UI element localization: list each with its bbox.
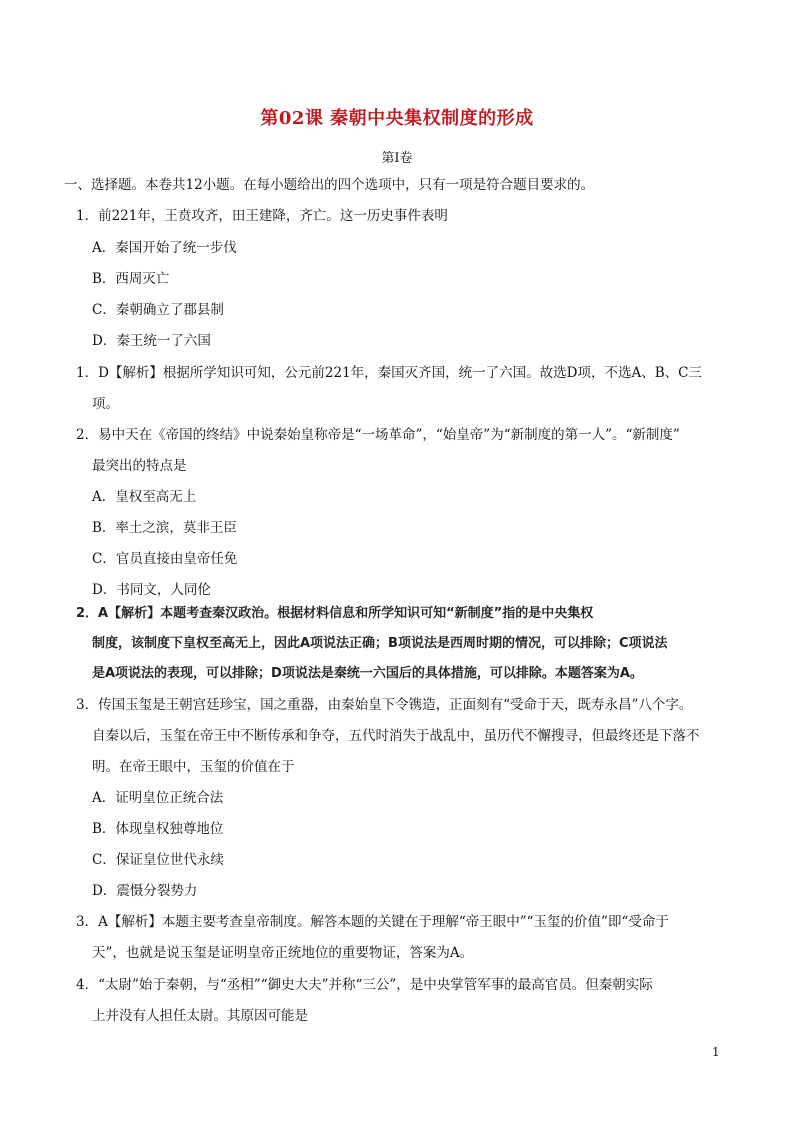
answer-2-explanation: 2．A【解析】本题考查秦汉政治。根据材料信息和所学知识可知“新制度”指的是中央集权 [76,606,594,621]
instructions: 一、选择题。本卷共12小题。在每小题给出的四个选项中，只有一项是符合题目要求的。 [64,177,595,193]
question-2-option-c: C．官员直接由皇帝任免 [92,551,238,567]
question-4-stem-cont: 上并没有人担任太尉。其原因可能是 [92,1008,308,1024]
question-1-option-d: D．秦王统一了六国 [92,333,211,349]
answer-2-explanation-cont-1: 制度，该制度下皇权至高无上，因此A项说法正确；B项说法是西周时期的情况，可以排除；C项说法 [92,636,668,651]
question-1-option-c: C．秦朝确立了郡县制 [92,302,224,318]
question-3-stem-cont-1: 自秦以后，玉玺在帝王中不断传承和争夺，五代时消失于战乱中，虽历代不懈搜寻，但最终还是下落不 [92,728,700,744]
question-1-option-a: A．秦国开始了统一步伐 [92,240,237,256]
question-2-option-d: D．书同文，人同伦 [92,582,211,598]
question-2-option-a: A．皇权至高无上 [92,489,197,505]
question-2-stem-cont: 最突出的特点是 [92,458,187,474]
question-2-option-b: B．率土之滨，莫非王臣 [92,520,237,536]
question-2-stem: 2．易中天在《帝国的终结》中说秦始皇称帝是“一场革命”，“始皇帝”为“新制度的第一人”。“新制度” [76,427,680,443]
answer-1-explanation-cont: 项。 [92,396,119,412]
page-number: 1 [712,1045,720,1059]
answer-2-explanation-cont-2: 是A项说法的表现，可以排除；D项说法是秦统一六国后的具体措施，可以排除。本题答案为A。 [92,666,643,681]
question-3-stem-cont-2: 明。在帝王眼中，玉玺的价值在于 [92,759,295,775]
question-1-option-b: B．西周灭亡 [92,271,170,287]
question-4-stem: 4．“太尉”始于秦朝，与“丞相”“御史大夫”并称“三公”，是中央掌管军事的最高官员。但秦朝实际 [76,977,653,993]
question-3-stem: 3．传国玉玺是王朝宫廷珍宝，国之重器，由秦始皇下令镌造，正面刻有“受命于天，既寿永昌”八个字。 [76,697,693,713]
question-3-option-d: D．震慑分裂势力 [92,883,198,899]
question-1-stem: 1．前221年，王贲攻齐，田王建降，齐亡。这一历史事件表明 [76,208,448,224]
lesson-title: 第02课 秦朝中央集权制度的形成 [260,108,534,129]
question-3-option-c: C．保证皇位世代永续 [92,852,224,868]
question-3-option-b: B．体现皇权独尊地位 [92,821,224,837]
answer-3-explanation-cont: 天”，也就是说玉玺是证明皇帝正统地位的重要物证，答案为A。 [92,945,474,961]
answer-3-explanation: 3．A【解析】本题主要考查皇帝制度。解答本题的关键在于理解“帝王眼中”“玉玺的价值”即“受命于 [76,914,669,930]
answer-1-explanation: 1．D【解析】根据所学知识可知，公元前221年，秦国灭齐国，统一了六国。故选D项，不选A、B、C三 [76,365,703,381]
volume-label: 第Ⅰ卷 [381,151,413,166]
question-3-option-a: A．证明皇位正统合法 [92,790,224,806]
